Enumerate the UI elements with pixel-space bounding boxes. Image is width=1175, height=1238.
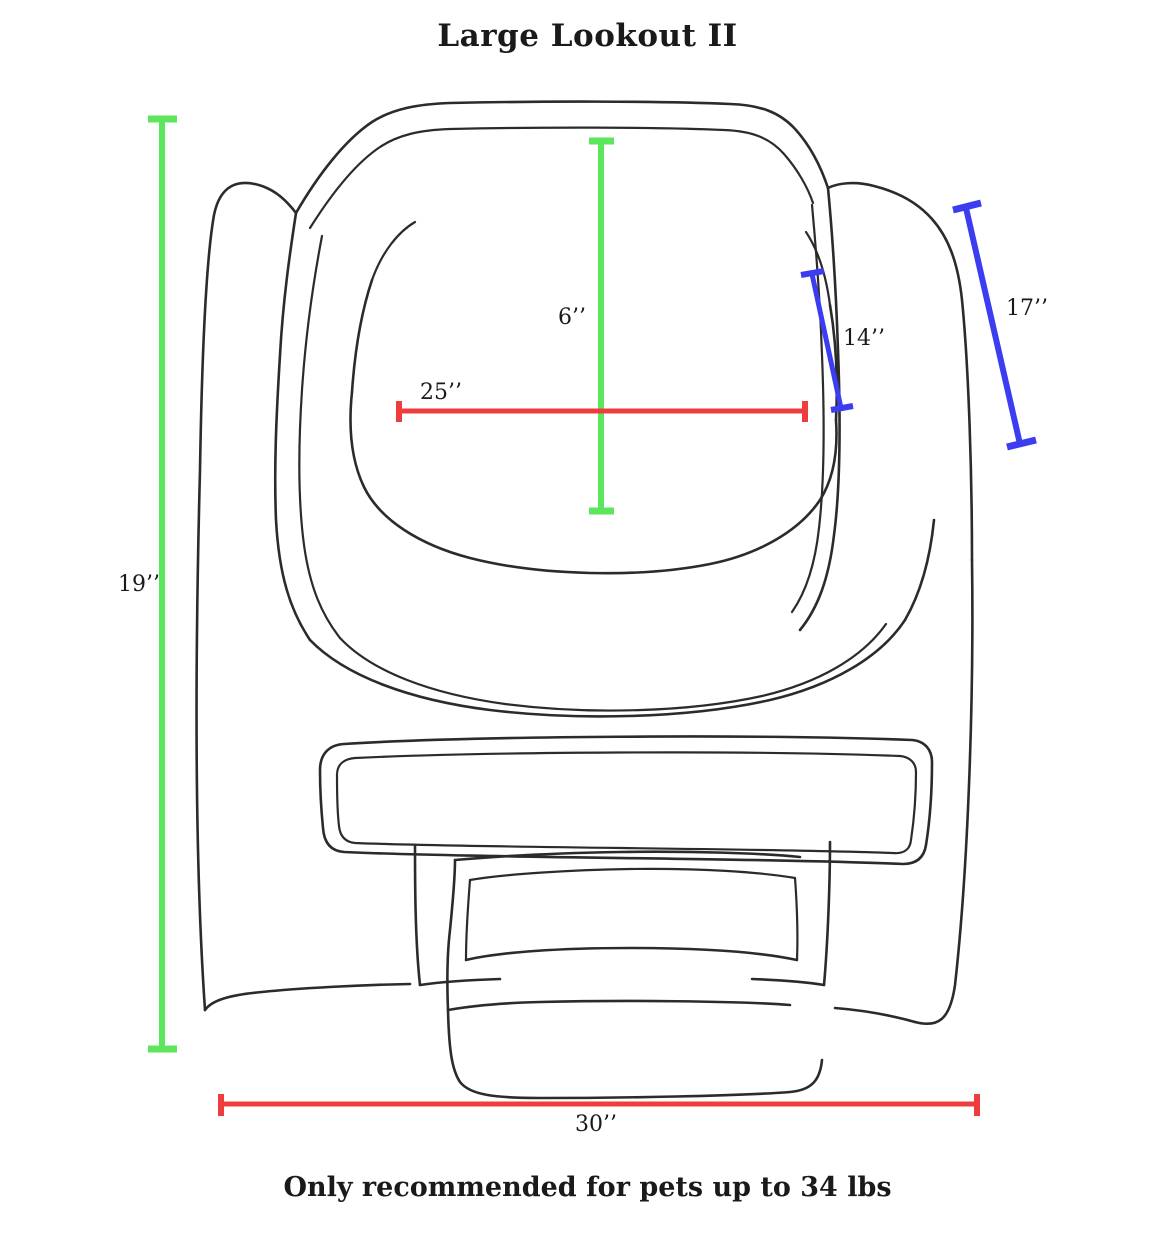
dimension-label-inner-side-height: 14’’ — [843, 326, 885, 351]
dimension-label-interior-depth: 6’’ — [558, 305, 586, 330]
dimension-label-outer-side-height: 17’’ — [1006, 296, 1048, 321]
page-title: Large Lookout II — [437, 18, 738, 54]
dimension-interior-depth — [589, 140, 614, 512]
dimension-label-overall-width: 30’’ — [575, 1112, 617, 1137]
dimension-outer-side-height — [953, 203, 1036, 447]
dimension-label-interior-width: 25’’ — [420, 380, 462, 405]
recommendation-note: Only recommended for pets up to 34 lbs — [283, 1172, 892, 1203]
dimension-label-overall-height: 19’’ — [118, 572, 160, 597]
